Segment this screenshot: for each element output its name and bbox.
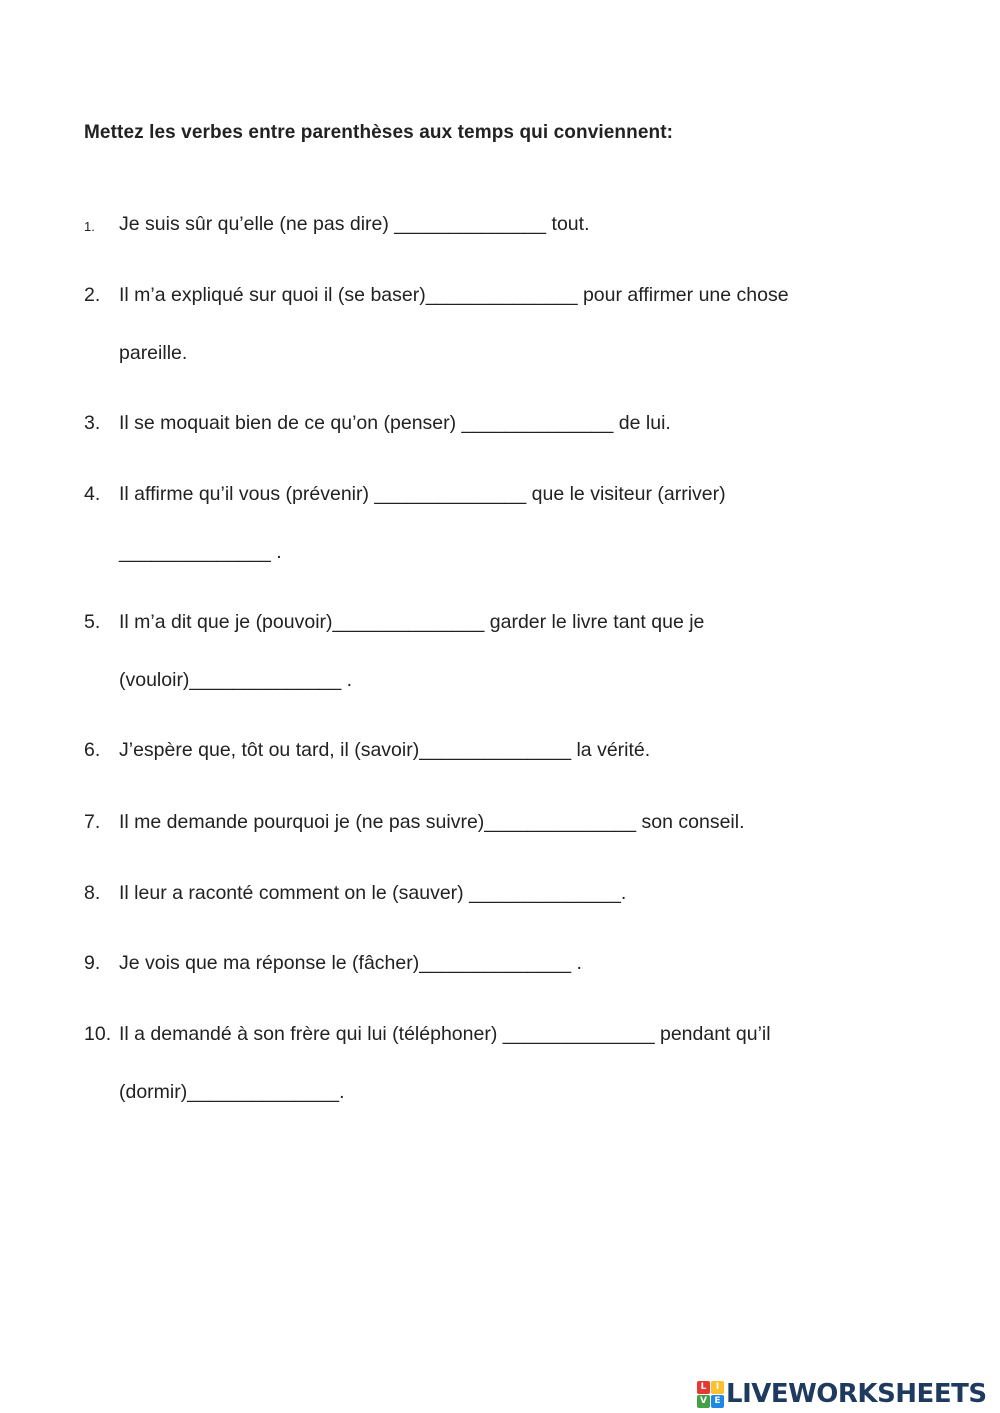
logo-letter: V [697,1395,710,1408]
item-number: 7. [84,811,101,833]
item-number: 3. [84,412,101,434]
logo-letter: L [697,1381,710,1394]
instruction-heading: Mettez les verbes entre parenthèses aux temps qui conviennent: [84,122,674,143]
item-number: 8. [84,882,101,904]
exercise-line-continued: (vouloir)______________ . [119,669,353,691]
item-number: 4. [84,483,101,505]
exercise-line: J’espère que, tôt ou tard, il (savoir)______________ la vérité. [119,739,651,761]
exercise-line: Il a demandé à son frère qui lui (téléphoner) ______________ pendant qu’il [119,1023,771,1045]
exercise-line-continued: ______________ . [119,541,282,563]
item-number: 5. [84,611,101,633]
exercise-line: Il me demande pourquoi je (ne pas suivre)______________ son conseil. [119,811,745,833]
logo-letter: I [711,1381,724,1394]
exercise-line-continued: pareille. [119,342,188,364]
exercise-line: Il m’a expliqué sur quoi il (se baser)______________ pour affirmer une chose [119,284,789,306]
exercise-line: Il m’a dit que je (pouvoir)______________ garder le livre tant que je [119,611,705,633]
item-number: 9. [84,952,101,974]
item-number: 10. [84,1023,112,1045]
item-number: 1. [84,219,95,234]
exercise-line: Il leur a raconté comment on le (sauver) ______________. [119,882,627,904]
liveworksheets-logo-icon [697,1381,723,1407]
exercise-line: Je suis sûr qu’elle (ne pas dire) ______________ tout. [119,213,590,235]
item-number: 6. [84,739,101,761]
exercise-line: Je vois que ma réponse le (fâcher)______________ . [119,952,582,974]
item-number: 2. [84,284,101,306]
exercise-line: Il se moquait bien de ce qu’on (penser) ______________ de lui. [119,412,671,434]
exercise-line: Il affirme qu’il vous (prévenir) ______________ que le visiteur (arriver) [119,483,726,505]
exercise-line-continued: (dormir)______________. [119,1081,345,1103]
liveworksheets-wordmark: LIVEWORKSHEETS [726,1379,987,1409]
logo-letter: E [711,1395,724,1408]
liveworksheets-logo [697,1378,987,1410]
